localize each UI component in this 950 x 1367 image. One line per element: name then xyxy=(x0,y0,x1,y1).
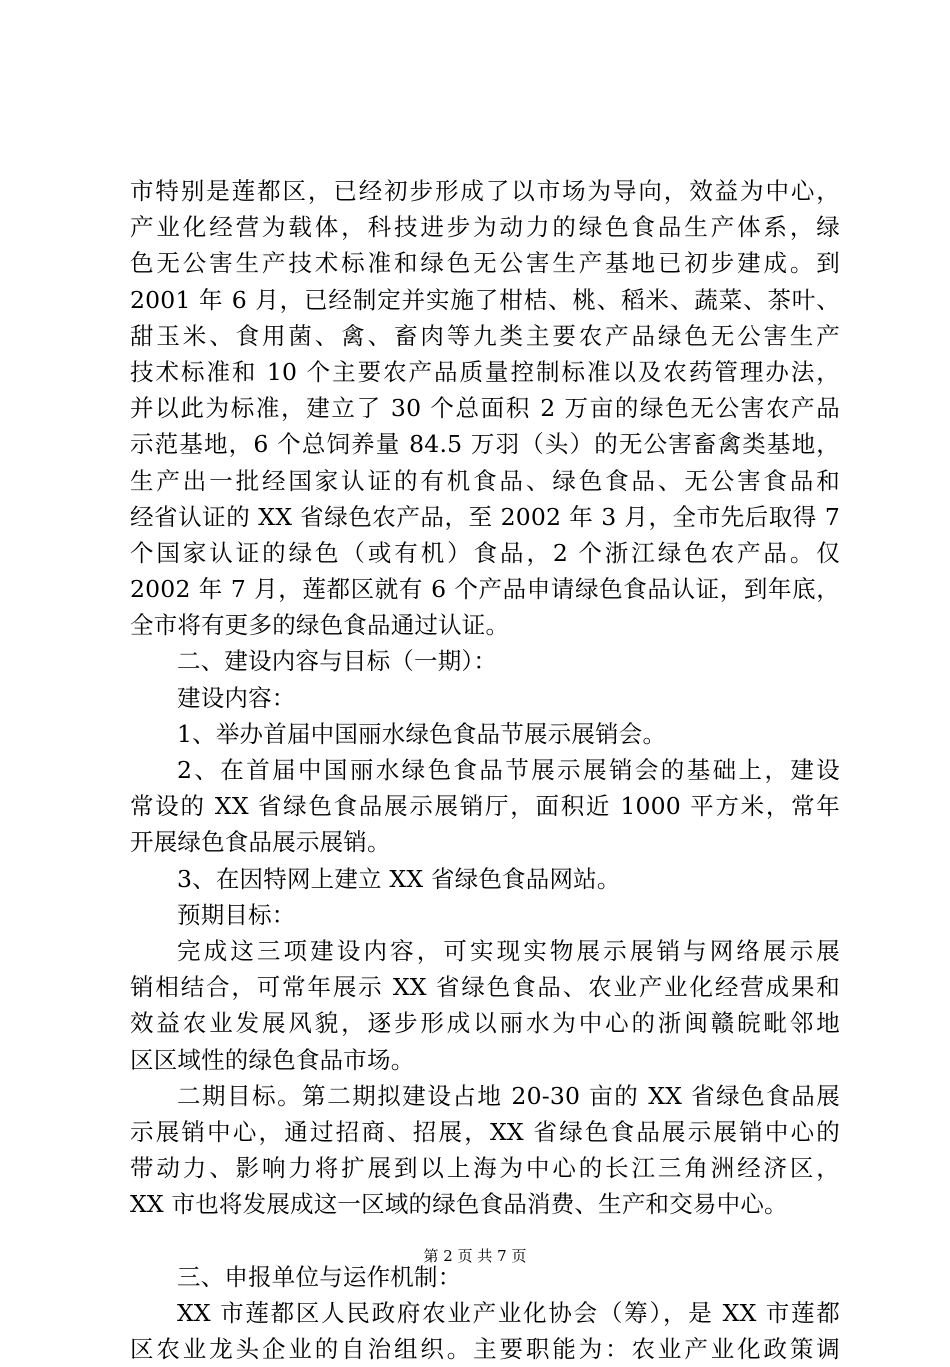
text-line: 生产出一批经国家认证的有机食品、绿色食品、无公害食品和 xyxy=(130,466,840,495)
text-line: 色无公害生产技术标准和绿色无公害生产基地已初步建成。到 xyxy=(130,249,840,278)
text-line: 1、举办首届中国丽水绿色食品节展示展销会。 xyxy=(177,719,667,748)
text-line: 区农业龙头企业的自治组织。主要职能为：农业产业化政策调 xyxy=(130,1335,840,1363)
text-line: 产业化经营为载体，科技进步为动力的绿色食品生产体系，绿 xyxy=(130,213,840,242)
text-line: 2、在首届中国丽水绿色食品节展示展销会的基础上，建设 xyxy=(177,756,840,784)
text-line: 技术标准和 10 个主要农产品质量控制标准以及农药管理办法， xyxy=(130,357,840,386)
text-line: 市特别是莲都区，已经初步形成了以市场为导向，效益为中心， xyxy=(130,177,840,205)
document-body xyxy=(130,173,840,1367)
text-line: XX 市也将发展成这一区域的绿色食品消费、生产和交易中心。 xyxy=(130,1190,788,1219)
text-line: 个国家认证的绿色（或有机）食品，2 个浙江绿色农产品。仅 xyxy=(130,538,840,567)
text-line: XX 市莲都区人民政府农业产业化协会（筹），是 XX 市莲都 xyxy=(177,1298,840,1327)
text-line: 效益农业发展风貌，逐步形成以丽水为中心的浙闽赣皖毗邻地 xyxy=(130,1009,840,1038)
page-footer: 第 2 页 共 7 页 xyxy=(423,1247,527,1265)
text-line: 预期目标： xyxy=(177,900,296,929)
text-line: 二、建设内容与目标（一期）： xyxy=(177,647,498,676)
text-line: 3、在因特网上建立 XX 省绿色食品网站。 xyxy=(177,864,621,893)
text-line: 区区域性的绿色食品市场。 xyxy=(130,1045,415,1074)
text-line: 三、申报单位与运作机制： xyxy=(177,1262,462,1291)
text-line: 完成这三项建设内容，可实现实物展示展销与网络展示展 xyxy=(177,936,840,965)
text-line: 常设的 XX 省绿色食品展示展销厅，面积近 1000 平方米，常年 xyxy=(130,792,840,821)
text-line: 2002 年 7 月，莲都区就有 6 个产品申请绿色食品认证，到年底， xyxy=(130,575,840,604)
text-line: 销相结合，可常年展示 XX 省绿色食品、农业产业化经营成果和 xyxy=(130,973,840,1002)
text-line: 二期目标。第二期拟建设占地 20-30 亩的 XX 省绿色食品展 xyxy=(177,1081,840,1110)
text-line: 2001 年 6 月，已经制定并实施了柑桔、桃、稻米、蔬菜、茶叶、 xyxy=(130,285,840,314)
text-line: 示展销中心，通过招商、招展，XX 省绿色食品展示展销中心的 xyxy=(130,1117,840,1146)
text-line: 并以此为标准，建立了 30 个总面积 2 万亩的绿色无公害农产品 xyxy=(130,394,840,423)
text-line: 带动力、影响力将扩展到以上海为中心的长江三角洲经济区， xyxy=(130,1154,840,1183)
text-line: 示范基地，6 个总饲养量 84.5 万羽（头）的无公害畜禽类基地， xyxy=(130,430,840,459)
text-line: 开展绿色食品展示展销。 xyxy=(130,828,391,857)
text-line: 全市将有更多的绿色食品通过认证。 xyxy=(130,611,510,640)
text-line: 经省认证的 XX 省绿色农产品，至 2002 年 3 月，全市先后取得 7 xyxy=(130,502,840,531)
text-line: 建设内容： xyxy=(177,683,296,712)
text-line: 甜玉米、食用菌、禽、畜肉等九类主要农产品绿色无公害生产 xyxy=(130,321,840,350)
